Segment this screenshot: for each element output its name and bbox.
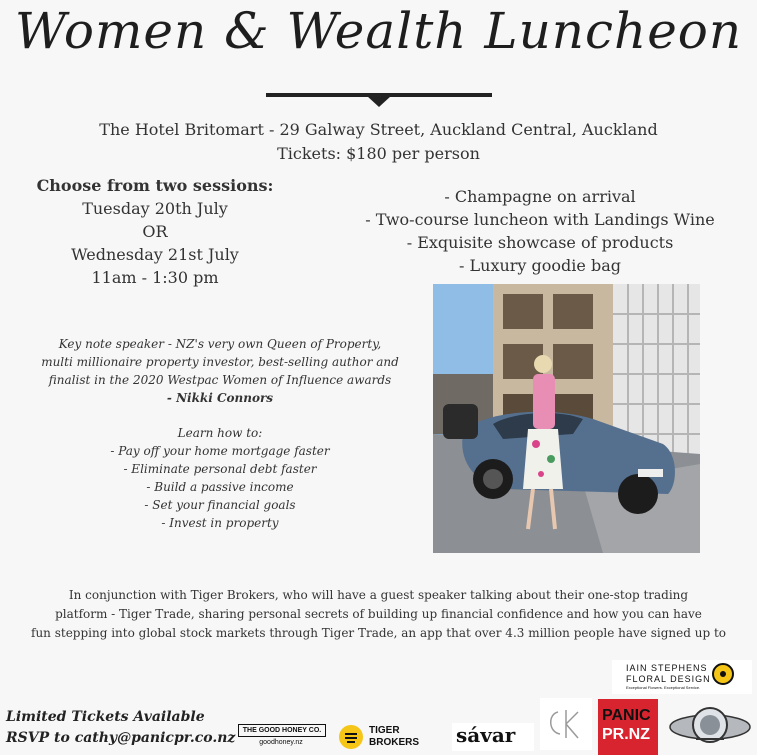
learn-item: - Set your financial goals bbox=[144, 498, 296, 512]
savar-logo bbox=[452, 723, 534, 751]
iain-stephens-logo bbox=[612, 660, 752, 694]
session-line: 11am - 1:30 pm bbox=[91, 268, 219, 287]
page-title: Women & Wealth Luncheon bbox=[14, 2, 743, 60]
panic-line2: PR.NZ bbox=[602, 726, 650, 743]
panic-line1: PANIC bbox=[602, 707, 651, 724]
tiger-brokers-logo bbox=[338, 722, 428, 752]
rsvp-email[interactable]: RSVP to cathy@panicpr.co.nz bbox=[6, 730, 236, 746]
conjunction-line: fun stepping into global stock markets through Tiger Trade, an app that over 4.3 million people have signed up to bbox=[31, 626, 726, 640]
keynote-speaker: - Nikki Connors bbox=[166, 391, 274, 405]
ticket-price: Tickets: $180 per person bbox=[277, 144, 480, 163]
conjunction-line: platform - Tiger Trade, sharing personal secrets of building up financial confidence and how you can have bbox=[55, 607, 702, 621]
perk-item: - Champagne on arrival bbox=[444, 187, 636, 206]
keynote-line: finalist in the 2020 Westpac Women of Influence awards bbox=[48, 373, 392, 387]
learn-item: - Build a passive income bbox=[146, 480, 294, 494]
session-line: Wednesday 21st July bbox=[71, 245, 239, 264]
monogram-icon bbox=[540, 698, 592, 750]
perk-item: - Two-course luncheon with Landings Wine bbox=[365, 210, 715, 229]
keynote-line: Key note speaker - NZ's very own Queen of Property, bbox=[58, 337, 382, 351]
sessions-heading: Choose from two sessions: bbox=[36, 176, 274, 195]
learn-item: - Pay off your home mortgage faster bbox=[110, 444, 330, 458]
perk-item: - Exquisite showcase of products bbox=[406, 233, 674, 252]
monogram-logo bbox=[540, 698, 592, 750]
savar-name: sávar bbox=[456, 723, 516, 747]
car-emblem-icon bbox=[668, 703, 752, 751]
learn-item: - Invest in property bbox=[161, 516, 279, 530]
panic-pr-logo bbox=[598, 699, 658, 755]
good-honey-logo bbox=[238, 724, 324, 750]
footer-block bbox=[6, 707, 235, 749]
sessions-block bbox=[30, 174, 280, 289]
keynote-line: multi millionaire property investor, best-selling author and bbox=[41, 355, 399, 369]
tiger-icon bbox=[338, 724, 364, 750]
learn-block bbox=[20, 424, 420, 532]
iain-stephens-line2: FLORAL DESIGN bbox=[626, 674, 711, 684]
conjunction-line: In conjunction with Tiger Brokers, who will have a guest speaker talking about their one-stop trading bbox=[68, 588, 689, 602]
flower-icon bbox=[712, 663, 734, 685]
session-line: Tuesday 20th July bbox=[82, 199, 228, 218]
perk-item: - Luxury goodie bag bbox=[459, 256, 621, 275]
learn-heading: Learn how to: bbox=[177, 426, 263, 440]
iain-stephens-tagline: Exceptional Flowers. Exceptional Service. bbox=[626, 685, 701, 690]
tiger-line2: BROKERS bbox=[369, 737, 420, 748]
iain-stephens-line1: IAIN STEPHENS bbox=[626, 663, 708, 673]
learn-item: - Eliminate personal debt faster bbox=[123, 462, 317, 476]
car-badge-logo bbox=[668, 703, 752, 751]
session-line: OR bbox=[142, 222, 168, 241]
perks-list bbox=[355, 185, 725, 277]
title-divider-notch bbox=[367, 96, 391, 107]
conjunction-text bbox=[10, 586, 747, 643]
tiger-line1: TIGER bbox=[369, 725, 400, 736]
venue-text: The Hotel Britomart - 29 Galway Street, Auckland Central, Auckland bbox=[99, 120, 658, 139]
keynote-block bbox=[20, 335, 420, 407]
good-honey-url: goodhoney.nz bbox=[259, 739, 303, 746]
speaker-photo bbox=[433, 284, 700, 553]
limited-tickets-text: Limited Tickets Available bbox=[6, 709, 205, 725]
good-honey-name: THE GOOD HONEY CO. bbox=[238, 724, 326, 737]
